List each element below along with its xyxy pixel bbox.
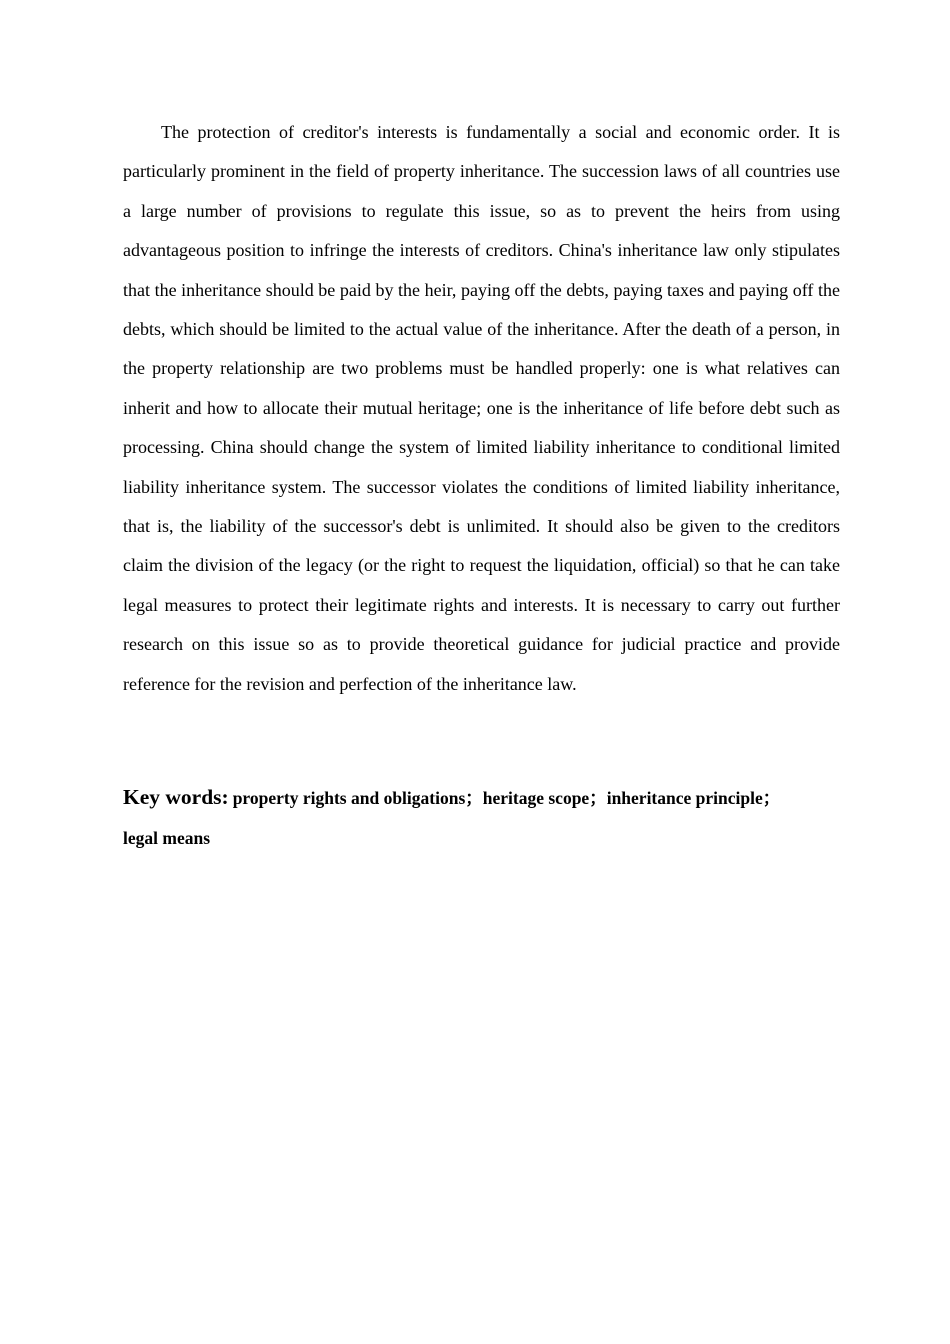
keywords-line	[123, 778, 840, 859]
keyword-separator: ；	[465, 788, 483, 808]
keyword-item: inheritance principle	[606, 788, 763, 808]
keyword-separator: ；	[762, 788, 781, 808]
keyword-item: legal means	[123, 828, 211, 848]
keyword-item: property rights and obligations	[232, 788, 466, 808]
keyword-separator: ；	[589, 788, 607, 808]
keyword-item: heritage scope	[482, 788, 590, 808]
keywords-label: Key words:	[123, 785, 229, 809]
abstract-paragraph: The protection of creditor's interests is fundamentally a social and economic order. It is particularly prominent in the field of property inheritance. The succession laws of all countries use a large number of provisions to regulate this issue, so as to prevent the heirs from using advantageous position to infringe the interests of creditors. China's inheritance law only stipulates that the inheritance should be paid by the heir, paying off the debts, paying taxes and paying off the debts, which should be limited to the actual value of the inheritance. After the death of a person, in the property relationship are two problems must be handled properly: one is what relatives can inherit and how to allocate their mutual heritage; one is the inheritance of life before debt such as processing. China should change the system of limited liability inheritance to conditional limited liability inheritance system. The successor violates the conditions of limited liability inheritance, that is, the liability of the successor's debt is unlimited. It should also be given to the creditors claim the division of the legacy (or the right to request the liquidation, official) so that he can take legal measures to protect their legitimate rights and interests. It is necessary to carry out further research on this issue so as to provide theoretical guidance for judicial practice and provide reference for the revision and perfection of the inheritance law.	[123, 122, 840, 694]
